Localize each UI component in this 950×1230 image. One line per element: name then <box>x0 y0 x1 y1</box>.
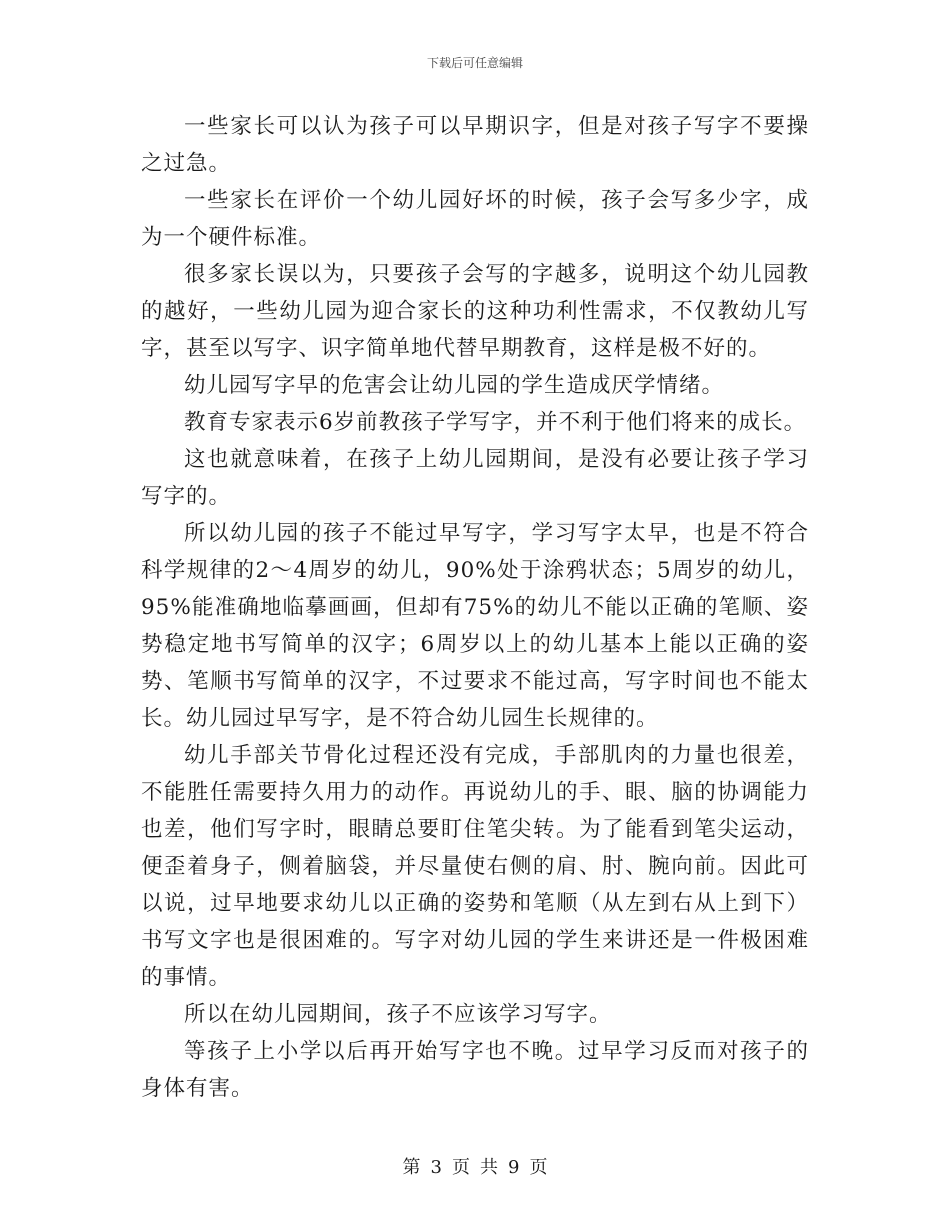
footer-label-ye-end: 页 <box>529 1157 548 1178</box>
footer-label-gong: 共 <box>480 1157 498 1178</box>
paragraph: 等孩子上小学以后再开始写字也不晚。过早学习反而对孩子的身体有害。 <box>141 1039 809 1101</box>
current-page-number: 3 <box>430 1157 442 1178</box>
paragraph: 所以在幼儿园期间，孩子不应该学习写字。 <box>184 1002 612 1027</box>
page-header: 下载后可任意编辑 <box>426 56 523 70</box>
paragraph: 一些家长在评价一个幼儿园好坏的时候，孩子会写多少字，成为一个硬件标准。 <box>141 188 809 250</box>
footer-label-di: 第 <box>402 1157 421 1178</box>
paragraph: 所以幼儿园的孩子不能过早写字，学习写字太早，也是不符合科学规律的2～4周岁的幼儿，90%处于涂鸦状态；5周岁的幼儿，95%能准确地临摹画画，但却有75%的幼儿不能以正确的笔顺、姿势稳定地书写简单的汉字；6周岁以上的幼儿基本上能以正确的姿势、笔顺书写简单的汉字，不过要求不能过高，写字时间也不能太长。幼儿园过早写字，是不符合幼儿园生长规律的。 <box>141 521 809 731</box>
paragraph: 幼儿园写字早的危害会让幼儿园的学生造成厌学情绪。 <box>184 373 725 398</box>
paragraph: 教育专家表示6岁前教孩子学写字，并不利于他们将来的成长。 <box>184 410 807 435</box>
footer-label-ye: 页 <box>452 1157 470 1178</box>
paragraph: 一些家长可以认为孩子可以早期识字，但是对孩子写字不要操之过急。 <box>141 114 809 176</box>
document-body <box>141 108 809 1107</box>
page-number-footer <box>0 1153 950 1179</box>
paragraph: 这也就意味着，在孩子上幼儿园期间，是没有必要让孩子学习写字的。 <box>141 447 809 509</box>
paragraph: 幼儿手部关节骨化过程还没有完成，手部肌肉的力量也很差，不能胜任需要持久用力的动作。再说幼儿的手、眼、脑的协调能力也差，他们写字时，眼睛总要盯住笔尖转。为了能看到笔尖运动，便歪着身子，侧着脑袋，并尽量使右侧的肩、肘、腕向前。因此可以说，过早地要求幼儿以正确的姿势和笔顺（从左到右从上到下）书写文字也是很困难的。写字对幼儿园的学生来讲还是一件极困难的事情。 <box>141 743 809 990</box>
total-page-number: 9 <box>508 1157 520 1178</box>
paragraph: 很多家长误以为，只要孩子会写的字越多，说明这个幼儿园教的越好，一些幼儿园为迎合家长的这种功利性需求，不仅教幼儿写字，甚至以写字、识字简单地代替早期教育，这样是极不好的。 <box>141 262 809 361</box>
